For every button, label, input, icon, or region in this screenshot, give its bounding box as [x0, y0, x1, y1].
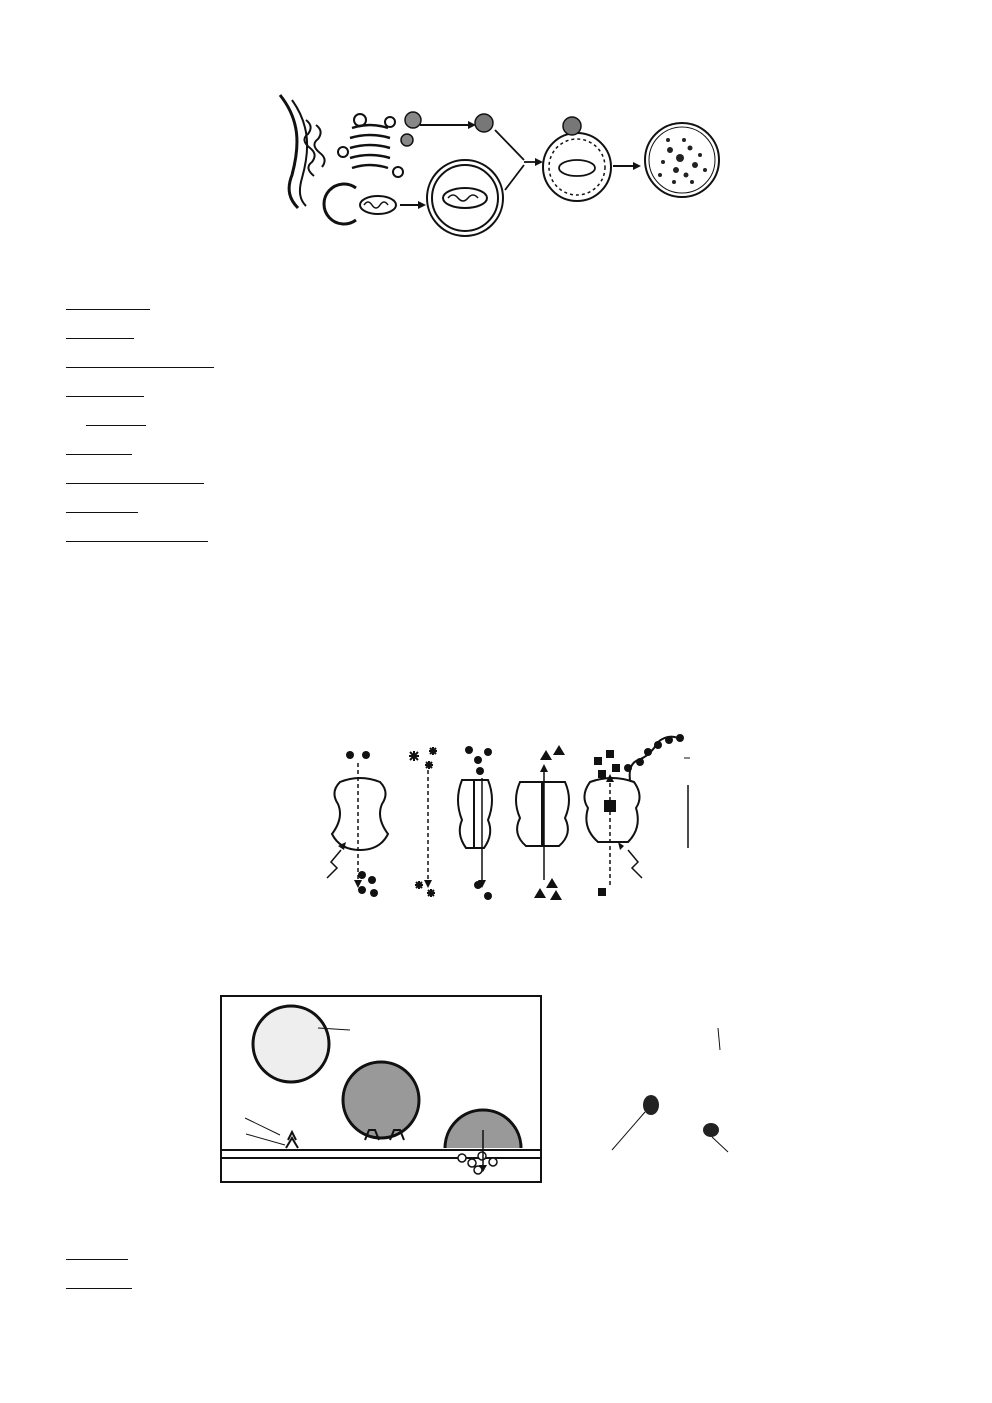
- answer-blank[interactable]: [66, 1241, 128, 1260]
- answer-blank[interactable]: [66, 1270, 132, 1289]
- question-33-part1: [66, 1241, 928, 1299]
- q33-part1-line2: [66, 1270, 928, 1299]
- q33-part1-line1: [66, 1241, 928, 1270]
